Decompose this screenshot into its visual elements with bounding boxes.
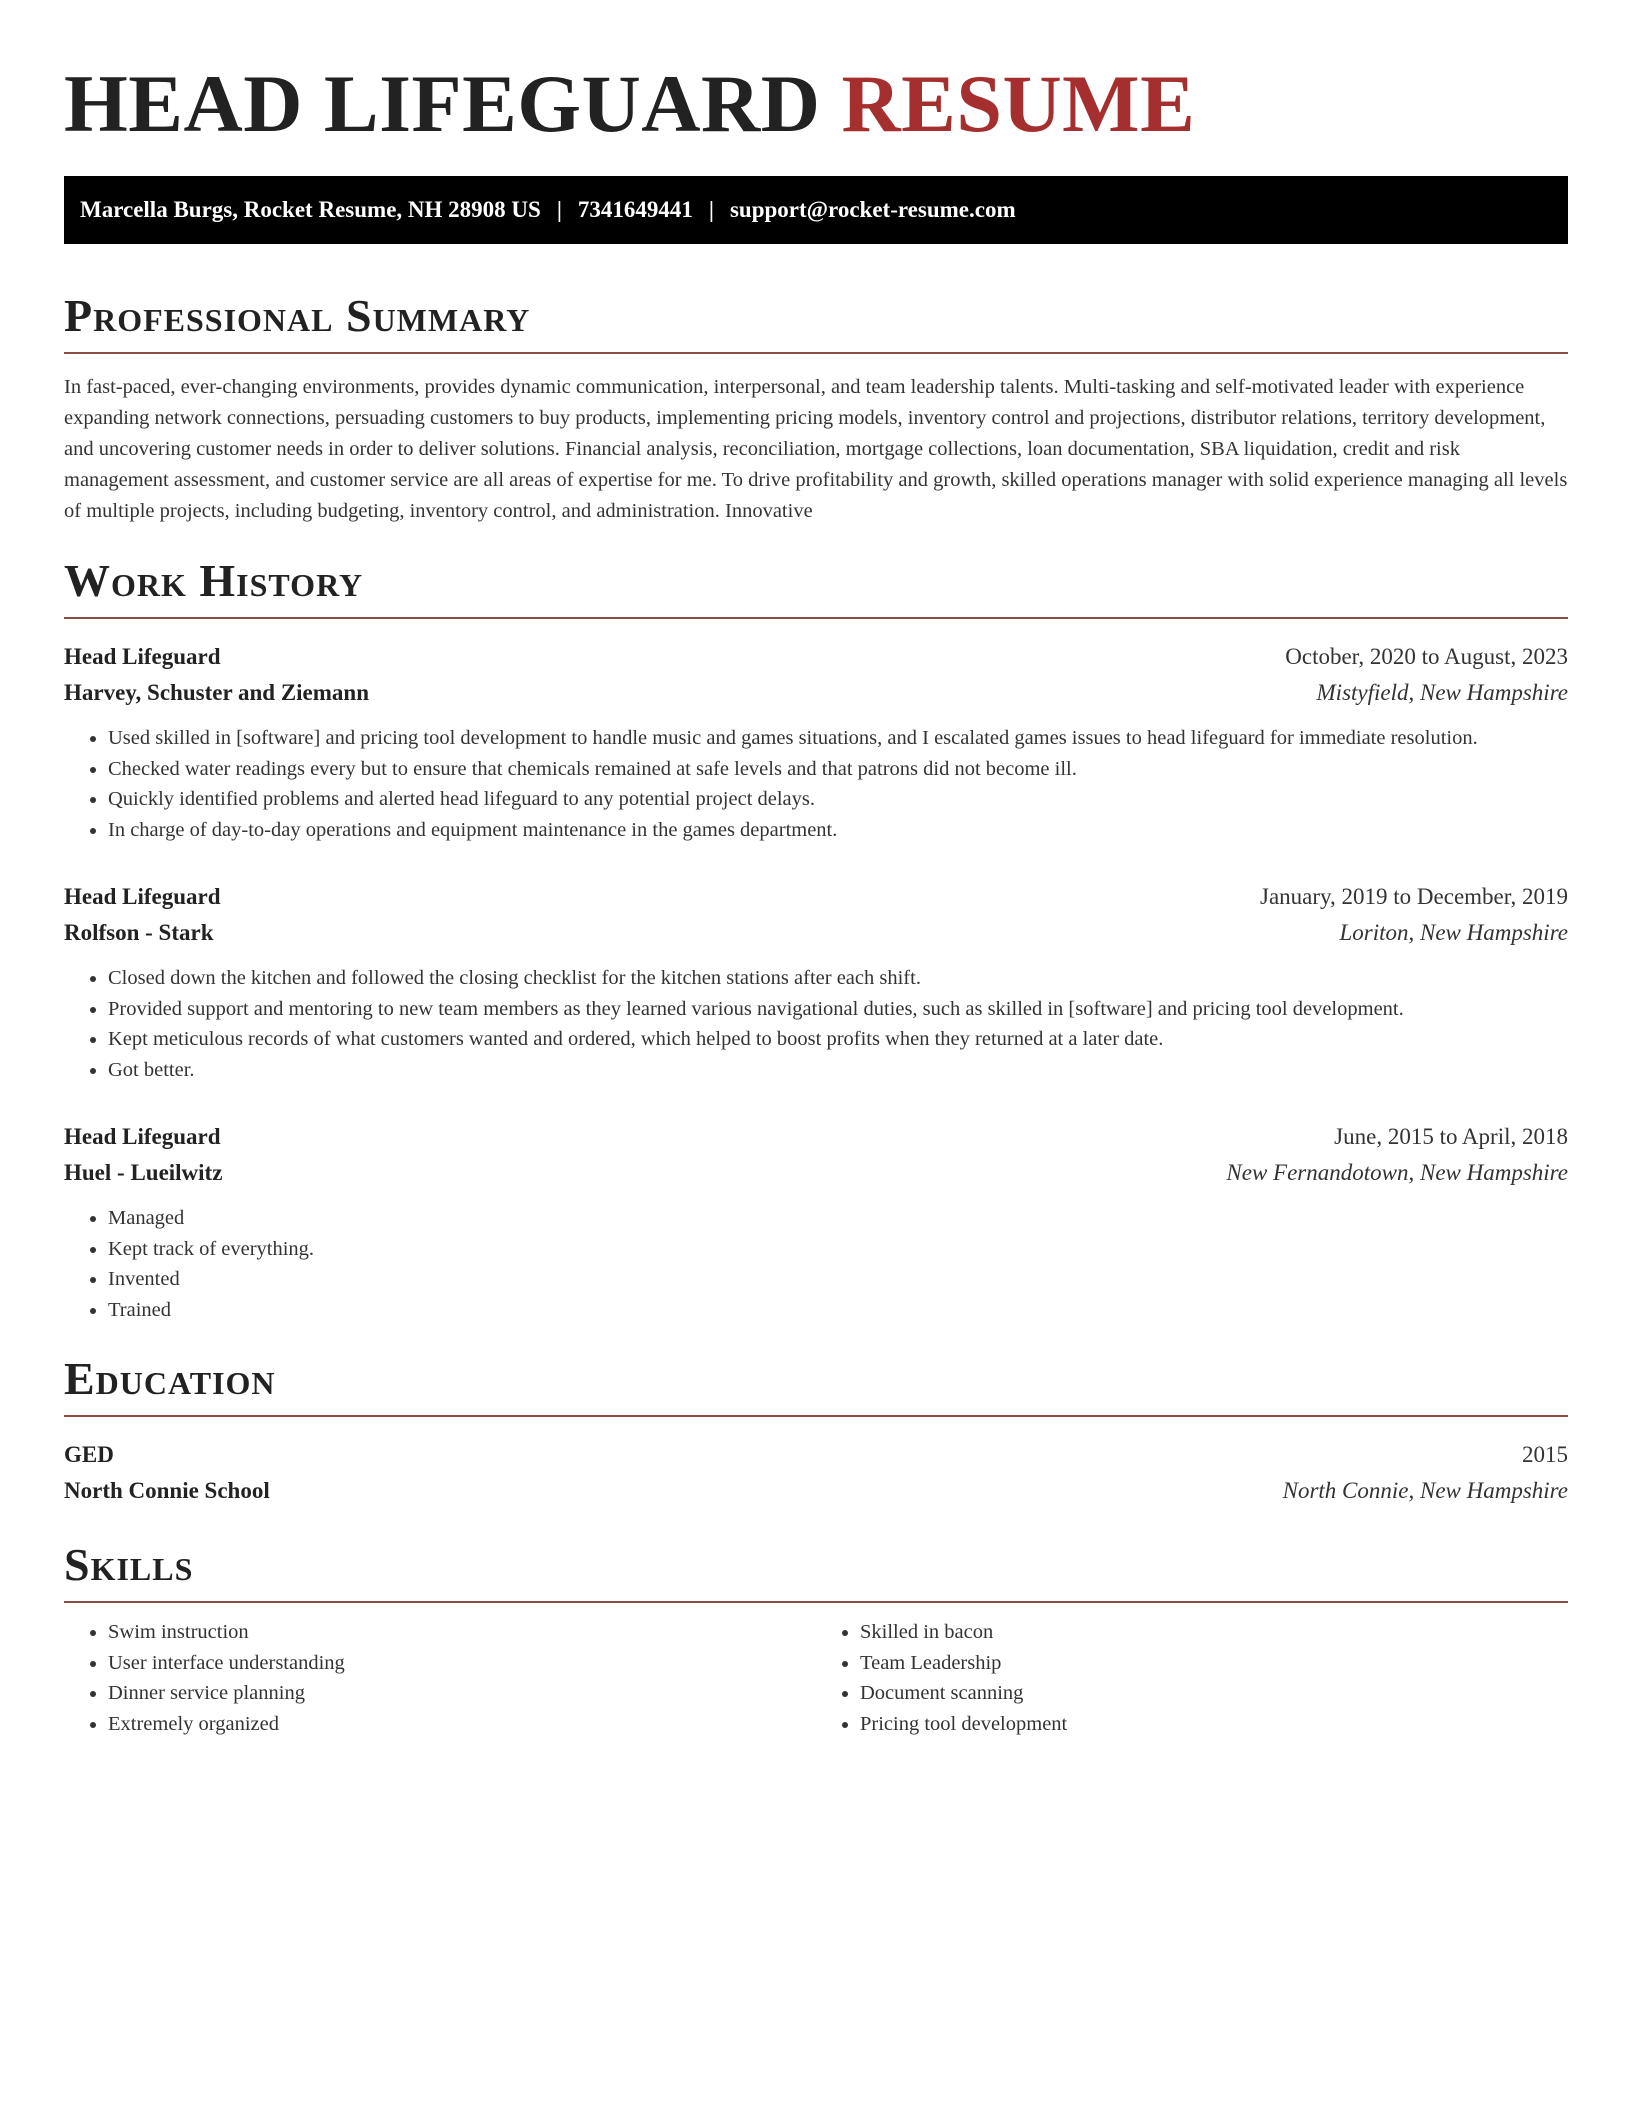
work-history-heading: Work History [64, 555, 364, 606]
list-item: • Managed [108, 1203, 1568, 1234]
work-history-section [64, 553, 1568, 1325]
job-company: Huel - Lueilwitz [64, 1160, 223, 1185]
skills-heading: Skills [64, 1539, 194, 1590]
job-title: Head Lifeguard [64, 884, 221, 909]
contact-address: Marcella Burgs, Rocket Resume, NH 28908 US [80, 197, 541, 222]
section-divider [64, 1415, 1568, 1417]
job-entry [64, 1121, 1568, 1325]
list-item: • Used skilled in [software] and pricing tool development to handle music and games situations, and I escalated games issues to head lifeguard for immediate resolution. [108, 723, 1568, 754]
skill-item: • Document scanning [860, 1678, 1568, 1709]
job-dates: January, 2019 to December, 2019 [1260, 884, 1568, 909]
job-duties-list [64, 1203, 1568, 1325]
list-item: • Invented [108, 1264, 1568, 1295]
skills-list-right [816, 1617, 1568, 1739]
education-year: 2015 [1522, 1442, 1568, 1467]
job-duties-list [64, 963, 1568, 1085]
contact-phone: 7341649441 [577, 197, 693, 222]
education-section [64, 1351, 1568, 1507]
contact-separator: | [556, 197, 562, 222]
education-school: North Connie School [64, 1478, 270, 1503]
contact-bar [64, 176, 1568, 244]
skill-item: • Pricing tool development [860, 1709, 1568, 1740]
contact-email: support@rocket-resume.com [729, 197, 1016, 222]
job-title: Head Lifeguard [64, 644, 221, 669]
section-divider [64, 1601, 1568, 1603]
list-item: • Quickly identified problems and alerted head lifeguard to any potential project delays. [108, 784, 1568, 815]
title-accent: RESUME [841, 58, 1196, 149]
skill-item: • User interface understanding [108, 1648, 816, 1679]
contact-separator: | [708, 197, 714, 222]
section-divider [64, 352, 1568, 354]
job-location: New Fernandotown, New Hampshire [1226, 1160, 1568, 1185]
job-entry [64, 641, 1568, 845]
list-item: • Got better. [108, 1055, 1568, 1086]
list-item: • Provided support and mentoring to new team members as they learned various navigational duties, such as skilled in [software] and pricing tool development. [108, 994, 1568, 1025]
list-item: • Closed down the kitchen and followed the closing checklist for the kitchen stations after each shift. [108, 963, 1568, 994]
skills-section [64, 1537, 1568, 1739]
job-location: Mistyfield, New Hampshire [1316, 680, 1568, 705]
job-dates: October, 2020 to August, 2023 [1285, 644, 1568, 669]
job-location: Loriton, New Hampshire [1339, 920, 1568, 945]
education-degree: GED [64, 1442, 114, 1467]
job-entry [64, 881, 1568, 1085]
job-company: Rolfson - Stark [64, 920, 214, 945]
education-location: North Connie, New Hampshire [1282, 1478, 1568, 1503]
skill-item: • Extremely organized [108, 1709, 816, 1740]
list-item: • In charge of day-to-day operations and equipment maintenance in the games department. [108, 815, 1568, 846]
job-company: Harvey, Schuster and Ziemann [64, 680, 369, 705]
job-title: Head Lifeguard [64, 1124, 221, 1149]
summary-heading: Professional Summary [64, 290, 531, 341]
job-dates: June, 2015 to April, 2018 [1334, 1124, 1568, 1149]
skill-item: • Dinner service planning [108, 1678, 816, 1709]
list-item: • Kept track of everything. [108, 1234, 1568, 1265]
skill-item: • Swim instruction [108, 1617, 816, 1648]
skills-list-left [64, 1617, 816, 1739]
summary-section [64, 288, 1568, 527]
summary-text: In fast-paced, ever-changing environments, provides dynamic communication, interpersonal, and team leadership talents. Multi-tasking and self-motivated leader with experience expanding network connections, persuading customers to buy products, implementing pricing models, inventory control and projections, distributor relations, territory development, and uncovering customer needs in order to deliver solutions. Financial analysis, reconciliation, mortgage collections, loan documentation, SBA liquidation, credit and risk management assessment, and customer service are all areas of expertise for me. To drive profitability and growth, skilled operations manager with solid experience managing all levels of multiple projects, including budgeting, inventory control, and administration. Innovative [64, 376, 1568, 522]
list-item: • Trained [108, 1295, 1568, 1326]
skill-item: • Team Leadership [860, 1648, 1568, 1679]
skills-columns [64, 1617, 1568, 1739]
section-divider [64, 617, 1568, 619]
title-main: HEAD LIFEGUARD [64, 58, 821, 149]
job-duties-list [64, 723, 1568, 845]
list-item: • Checked water readings every but to ensure that chemicals remained at safe levels and that patrons did not become ill. [108, 754, 1568, 785]
education-heading: Education [64, 1353, 276, 1404]
list-item: • Kept meticulous records of what customers wanted and ordered, which helped to boost profits when they returned at a later date. [108, 1024, 1568, 1055]
resume-title [64, 0, 1568, 152]
skill-item: • Skilled in bacon [860, 1617, 1568, 1648]
education-entry [64, 1439, 1568, 1507]
